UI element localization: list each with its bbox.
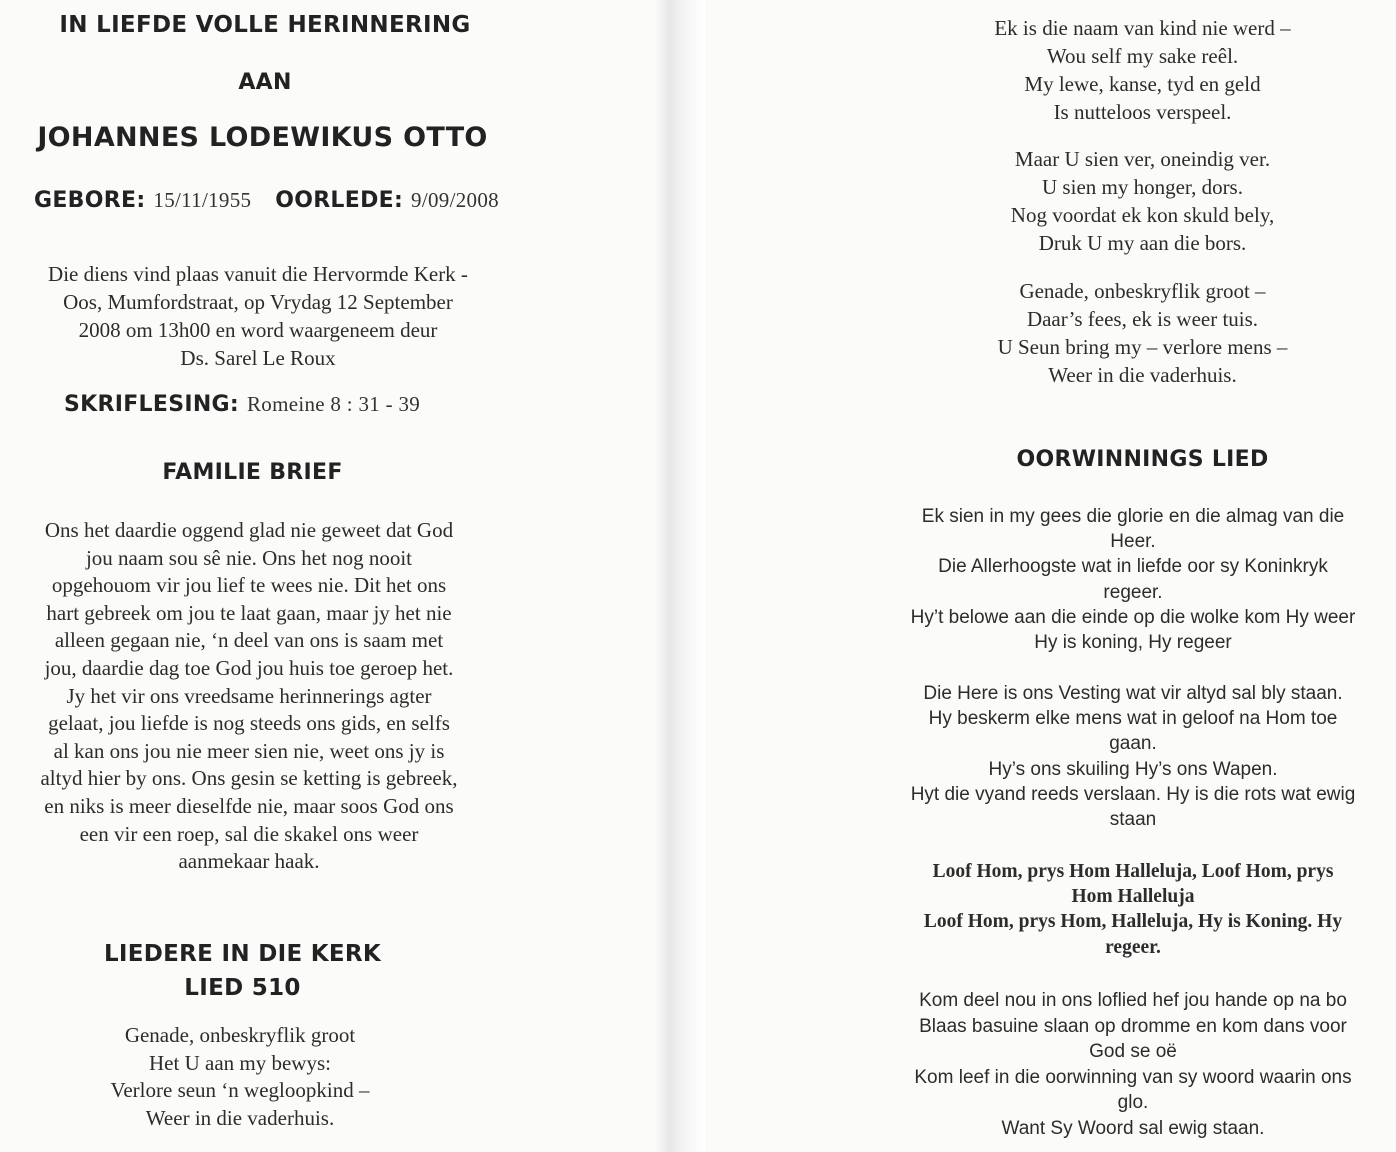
family-letter-title: FAMILIE BRIEF bbox=[162, 460, 343, 485]
letter-line: altyd hier by ons. Ons gesin se ketting is gebreek, bbox=[40, 766, 458, 791]
chorus-line: Hom Halleluja bbox=[1071, 886, 1195, 908]
song-stanza-3 bbox=[883, 988, 1383, 1141]
hymn-verse-4 bbox=[955, 277, 1330, 389]
service-line: 2008 om 13h00 en word waargeneem deur bbox=[78, 318, 438, 342]
dates-line bbox=[34, 188, 504, 213]
letter-line: hart gebreek om jou te laat gaan, maar jy het nie bbox=[46, 600, 452, 625]
hymn-line: Verlore seun ‘n wegloopkind – bbox=[110, 1078, 370, 1102]
song-line: Hy beskerm elke mens wat in geloof na Hom toe bbox=[928, 708, 1338, 730]
letter-line: aanmekaar haak. bbox=[178, 849, 320, 874]
chorus-line: Loof Hom, prys Hom, Halleluja, Hy is Koning. Hy bbox=[923, 911, 1343, 933]
hymns-heading: LIEDERE IN DIE KERK bbox=[103, 941, 382, 967]
chorus-line: Loof Hom, prys Hom Halleluja, Loof Hom, prys bbox=[932, 861, 1334, 882]
letter-line: jou naam sou sê nie. Ons het nog nooit bbox=[85, 545, 413, 570]
victory-song-title: OORWINNINGS LIED bbox=[1016, 447, 1269, 472]
song-chorus bbox=[883, 859, 1383, 960]
hymn-line: Weer in die vaderhuis. bbox=[145, 1105, 335, 1130]
service-line: Die diens vind plaas vanuit die Hervormde Kerk - bbox=[48, 262, 468, 286]
letter-line: jou, daardie dag toe God jou huis toe geroep het. bbox=[44, 655, 454, 680]
song-line: staan bbox=[1109, 809, 1157, 831]
verse-line: Druk U my aan die bors. bbox=[1038, 231, 1247, 255]
service-line: Oos, Mumfordstraat, op Vrydag 12 September bbox=[63, 290, 453, 314]
verse-line: Wou self my sake reêl. bbox=[1046, 44, 1239, 68]
hymn-verse-2 bbox=[955, 14, 1330, 126]
letter-line: Ons het daardie oggend glad nie geweet dat God bbox=[44, 518, 454, 542]
song-line: Want Sy Woord sal ewig staan. bbox=[1001, 1117, 1265, 1139]
song-line: gaan. bbox=[1109, 733, 1157, 755]
right-page bbox=[705, 0, 1396, 1152]
song-line: Hy’s ons skuiling Hy’s ons Wapen. bbox=[988, 758, 1278, 780]
verse-line: Ek is die naam van kind nie werd – bbox=[994, 16, 1291, 40]
song-line: Die Here is ons Vesting wat vir altyd sal bly staan. bbox=[923, 683, 1343, 704]
died-label: OORLEDE: bbox=[275, 188, 404, 213]
verse-line: Nog voordat ek kon skuld bely, bbox=[1010, 203, 1275, 227]
song-line: Hy is koning, Hy regeer bbox=[1034, 632, 1232, 654]
song-stanza-1 bbox=[883, 504, 1383, 655]
deceased-name: JOHANNES LODEWIKUS OTTO bbox=[37, 122, 488, 153]
song-stanza-2 bbox=[883, 681, 1383, 832]
song-line: Hyt die vyand reeds verslaan. Hy is die rots wat ewig bbox=[910, 783, 1356, 805]
song-line: Blaas basuine slaan op dromme en kom dans voor bbox=[919, 1015, 1347, 1037]
verse-line: My lewe, kanse, tyd en geld bbox=[1024, 72, 1261, 96]
hymn-line: Genade, onbeskryflik groot bbox=[124, 1023, 356, 1047]
page-fold bbox=[655, 0, 705, 1152]
service-line: Ds. Sarel Le Roux bbox=[180, 346, 336, 370]
service-details bbox=[8, 260, 508, 372]
verse-line: Daar’s fees, ek is weer tuis. bbox=[1026, 307, 1259, 331]
died-date: 9/09/2008 bbox=[411, 188, 499, 212]
letter-line: een vir een roep, sal die skakel ons weer bbox=[79, 821, 419, 846]
born-label: GEBORE: bbox=[34, 188, 146, 213]
hymn-verse bbox=[0, 1022, 480, 1132]
church-hymns-title bbox=[0, 937, 485, 1005]
letter-line: Jy het vir ons vreedsame herinnerings agter bbox=[66, 683, 432, 708]
letter-line: gelaat, jou liefde is nog steeds ons gids, en selfs bbox=[48, 711, 450, 736]
memorial-heading: IN LIEFDE VOLLE HERINNERING bbox=[59, 12, 471, 38]
song-line: God se oë bbox=[1089, 1041, 1177, 1062]
verse-line: Genade, onbeskryflik groot – bbox=[1019, 279, 1266, 303]
chorus-line: regeer. bbox=[1105, 936, 1161, 958]
song-line: Ek sien in my gees die glorie en die almag van die bbox=[921, 506, 1345, 527]
verse-line: U Seun bring my – verlore mens – bbox=[997, 335, 1288, 359]
letter-line: alleen gegaan nie, ‘n deel van ons is saam met bbox=[54, 628, 444, 653]
verse-line: U sien my honger, dors. bbox=[1042, 175, 1243, 199]
memorial-heading-to: AAN bbox=[238, 70, 292, 95]
song-line: Heer. bbox=[1110, 531, 1156, 553]
reading-label: SKRIFLESING: bbox=[64, 392, 239, 417]
reading-reference: Romeine 8 : 31 - 39 bbox=[246, 392, 421, 416]
verse-line: Is nutteloos verspeel. bbox=[1053, 100, 1232, 124]
song-line: Kom leef in die oorwinning van sy woord waarin ons bbox=[914, 1066, 1352, 1088]
song-line: Die Allerhoogste wat in liefde oor sy Koninkryk bbox=[938, 556, 1328, 578]
letter-line: opgehouom vir jou lief te wees nie. Dit het ons bbox=[51, 573, 447, 598]
song-line: glo. bbox=[1117, 1092, 1149, 1113]
scripture-reading bbox=[64, 392, 504, 417]
left-page bbox=[0, 0, 655, 1152]
song-line: Kom deel nou in ons loflied hef jou hande op na bo bbox=[919, 990, 1347, 1011]
song-line: Hy’t belowe aan die einde op die wolke kom Hy weer bbox=[910, 606, 1356, 628]
verse-line: Weer in die vaderhuis. bbox=[1048, 363, 1237, 387]
letter-line: en niks is meer dieselfde nie, maar soos God ons bbox=[44, 793, 454, 818]
family-letter bbox=[4, 517, 494, 876]
hymn-line: Het U aan my bewys: bbox=[149, 1050, 331, 1075]
verse-line: Maar U sien ver, oneindig ver. bbox=[1014, 147, 1271, 171]
letter-line: al kan ons jou nie meer sien nie, weet ons jy is bbox=[53, 738, 445, 763]
hymn-verse-3 bbox=[955, 145, 1330, 257]
song-line: regeer. bbox=[1103, 581, 1163, 603]
hymn-number: LIED 510 bbox=[184, 975, 301, 1001]
born-date: 15/11/1955 bbox=[153, 188, 252, 212]
